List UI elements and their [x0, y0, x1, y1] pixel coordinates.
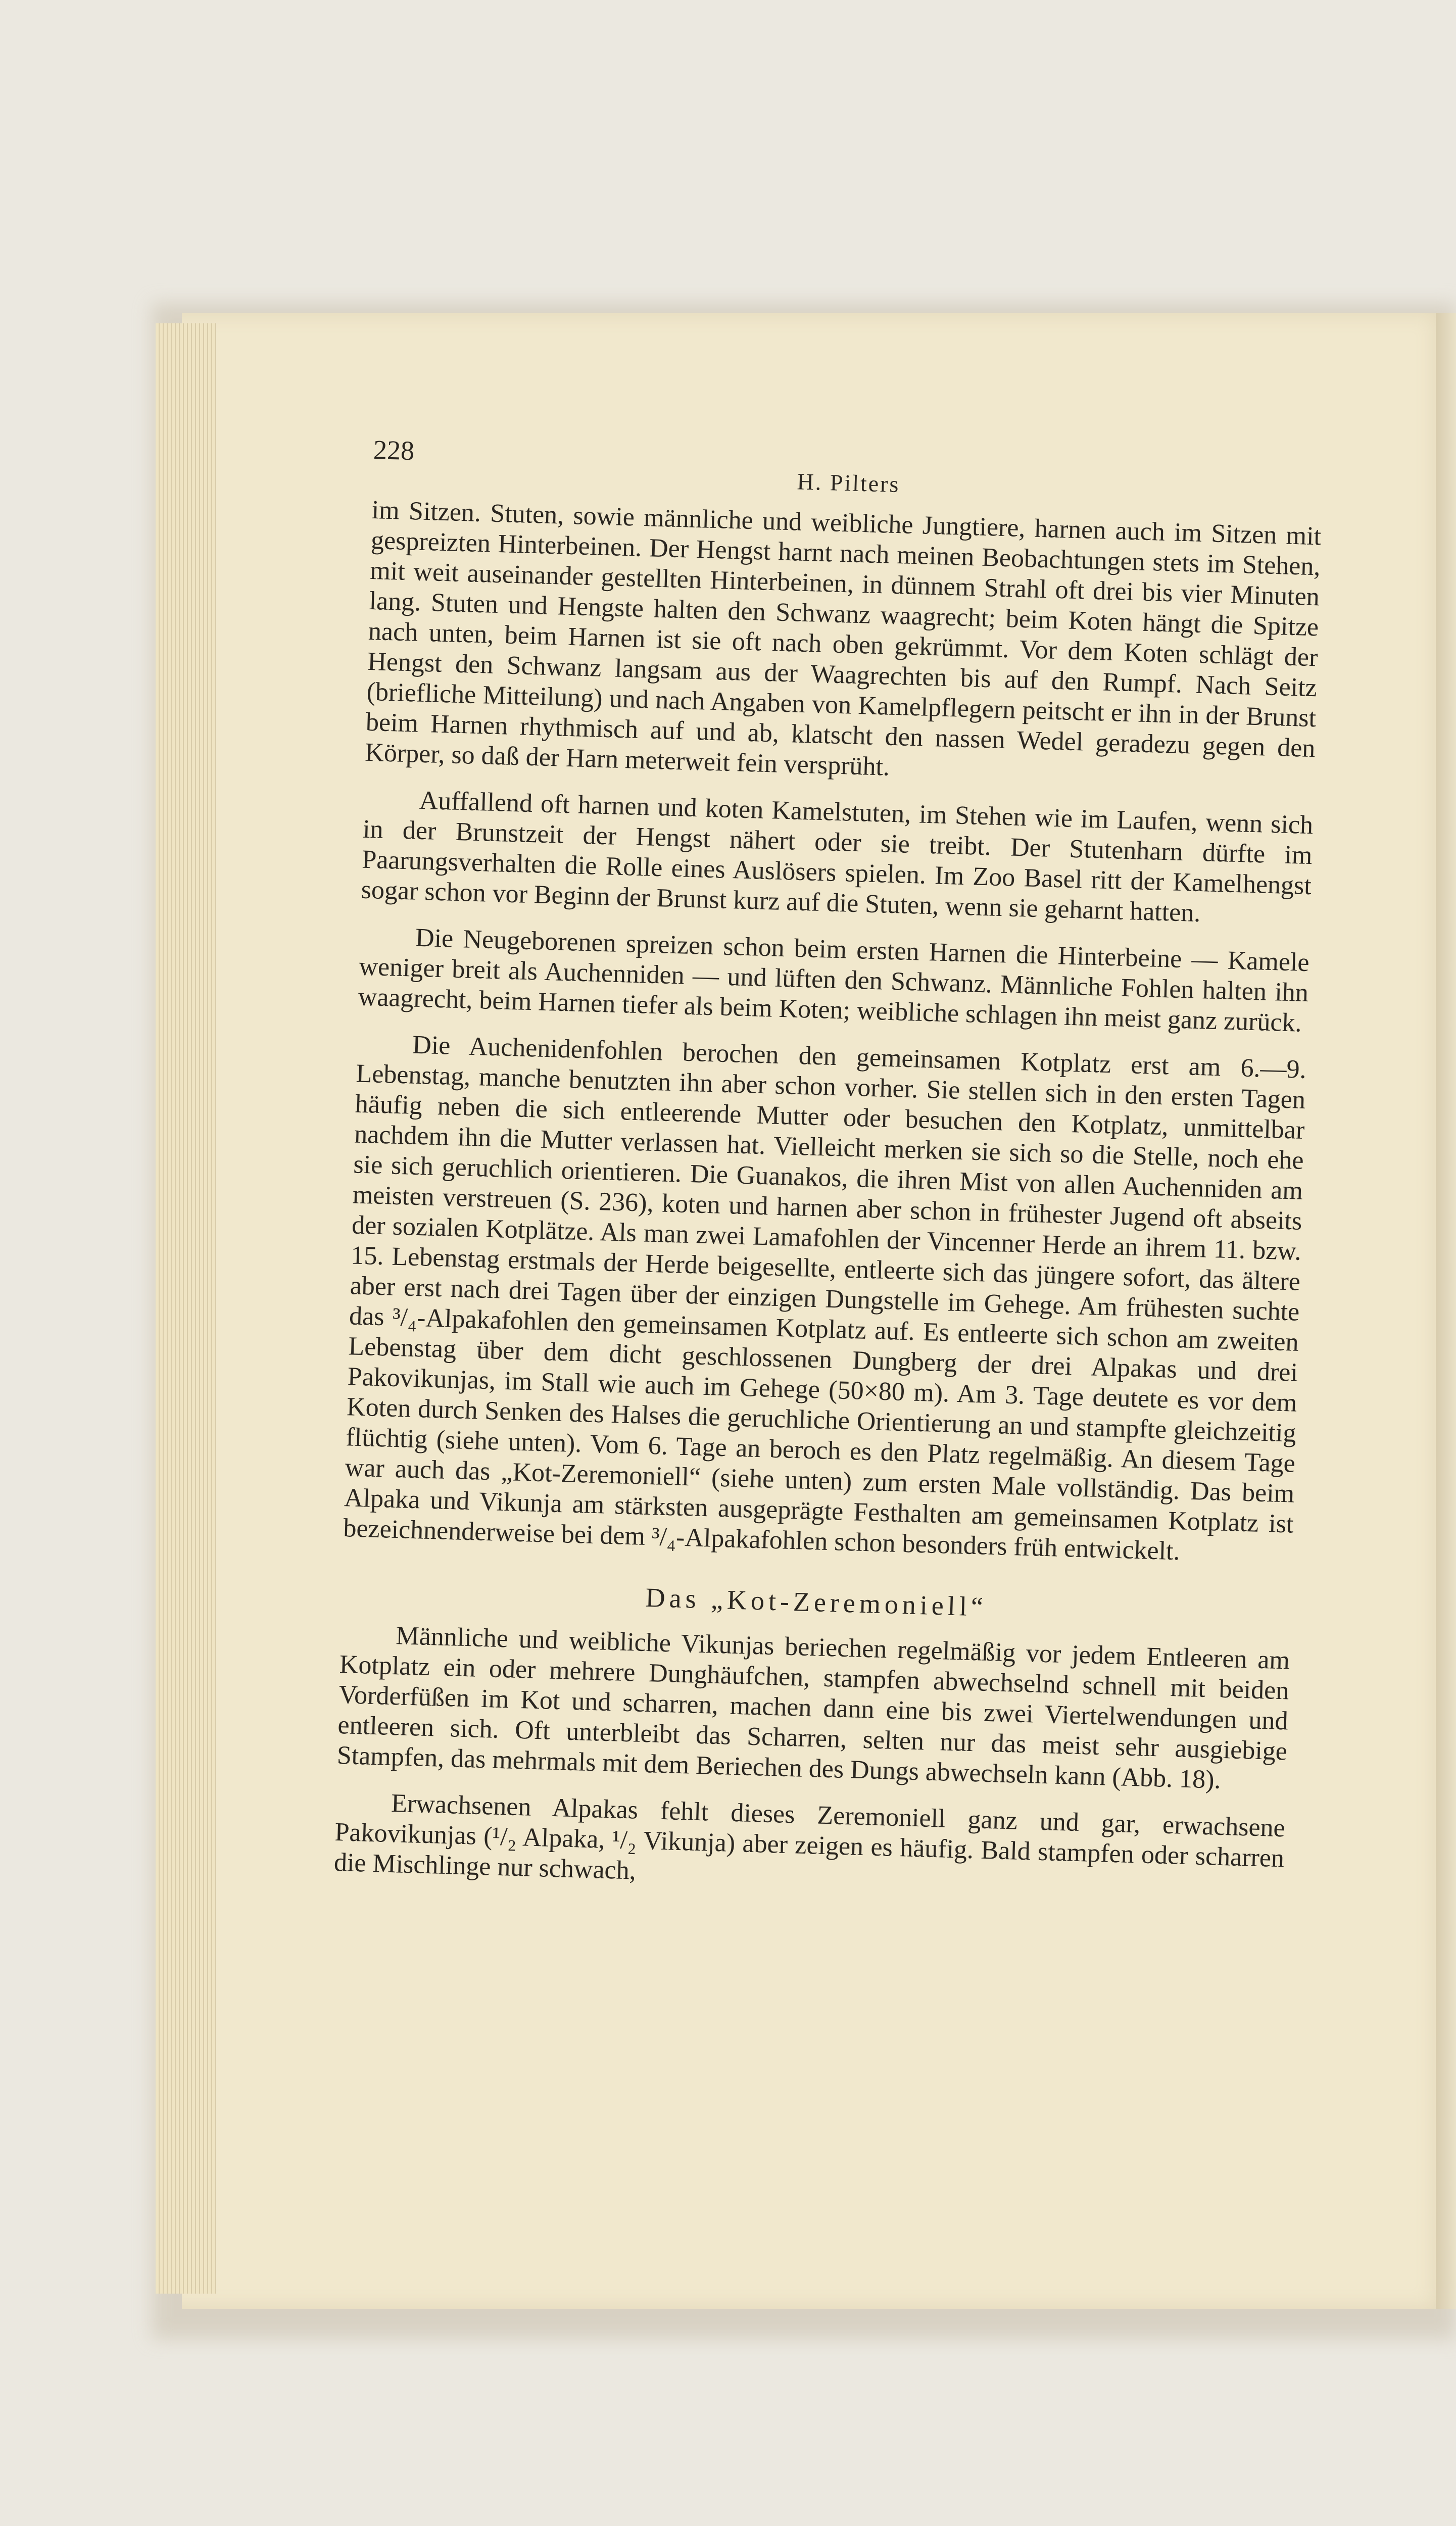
book-gutter — [1436, 313, 1456, 2309]
paragraph: im Sitzen. Stuten, sowie männliche und weibliche Jungtiere, harnen auch im Sitzen mit gespreizten Hinterbeinen. Der Hengst harnt nach meinen Beobachtungen stets im Stehen, mit weit auseinander gestellten Hinterbeinen, in dünnem Strahl oft drei bis vier Minuten lang. Stuten und Hengste halten den Schwanz waagrecht; beim Koten hängt die Spitze nach unten, beim Harnen ist sie oft nach oben gekrümmt. Vor dem Koten schlägt der Hengst den Schwanz langsam aus der Waagrechten bis auf den Rumpf. Nach Seitz (briefliche Mitteilung) und nach Angaben von Kamelpflegern peitscht er ihn in der Brunst beim Harnen rhythmisch auf und ab, klatscht den nassen Wedel geradezu gegen den Körper, so daß der Harn meterweit fein versprüht. — [364, 495, 1322, 782]
running-head: H. Pilters — [797, 468, 901, 498]
paragraph: Männliche und weibliche Vikunjas beriechen regelmäßig vor jedem Entleeren am Kotplatz ein oder mehrere Dunghäufchen, stampfen abwechselnd schnell mit beiden Vorderfüßen im Kot und scharren, machen dann eine bis zwei Viertelwendungen und entleeren sich. Oft unterbleibt das Scharren, selten nur das meist sehr ausgiebige Stampfen, das mehrmals mit dem Beriechen des Dungs abwechseln kann (Abb. 18). — [336, 1621, 1290, 1794]
page-content — [333, 434, 1323, 1920]
paragraph: Die Auchenidenfohlen berochen den gemeinsamen Kotplatz erst am 6.—9. Lebenstag, manche benutzten ihn aber schon vorher. Sie stellen sich in den ersten Tagen häufig neben die sich entleerende Mutter oder besuchen den Kotplatz, unmittelbar nachdem ihn die Mutter verlassen hat. Vielleicht merken sie sich so die Stelle, noch ehe sie sich geruchlich orientieren. Die Guanakos, die ihren Mist von allen Auchenniden am meisten verstreuen (S. 236), koten und harnen aber schon in frühester Jugend oft abseits der sozialen Kotplätze. Als man zwei Lamafohlen der Vincenner Herde an ihrem 11. bzw. 15. Lebenstag erstmals der Herde beigesellte, entleerte sich das jüngere sofort, das ältere aber erst nach drei Tagen über der einzigen Dungstelle im Gehege. Am frühesten suchte das ³/₄-Alpakafohlen den gemeinsamen Kotplatz auf. Es entleerte sich schon am zweiten Lebenstag über dem dicht geschlossenen Dungberg der drei Alpakas und drei Pakovikunjas, im Stall wie auch im Gehege (50×80 m). Am 3. Tage deutete es vor dem Koten durch Senken des Halses die geruchliche Orientierung an und stampfte gleichzeitig flüchtig (siehe unten). Vom 6. Tage an beroch es den Platz regelmäßig. An diesem Tage war auch das „Kot-Zeremoniell“ (siehe unten) zum ersten Male vollständig. Das beim Alpaka und Vikunja am stärksten ausgeprägte Festhalten am gemeinsamen Kotplatz ist bezeichnenderweise bei dem ³/₄-Alpakafohlen schon besonders früh entwickelt. — [343, 1030, 1307, 1566]
paragraph: Die Neugeborenen spreizen schon beim ersten Harnen die Hinterbeine — Kamele weniger breit als Auchenniden — und lüften den Schwanz. Männliche Fohlen halten ihn waagrecht, beim Harnen tiefer als beim Koten; weibliche schlagen ihn meist ganz zurück. — [358, 923, 1310, 1038]
paragraph: Erwachsenen Alpakas fehlt dieses Zeremoniell ganz und gar, erwachsene Pakovikunjas (¹/₂ Alpaka, ¹/₂ Vikunja) aber zeigen es häufig. Bald stampfen oder scharren die Mischlinge nur schwach, — [333, 1789, 1286, 1885]
page-number: 228 — [373, 434, 415, 466]
section-title: Das „Kot-Zeremoniell“ — [645, 1582, 988, 1622]
page-edges — [156, 323, 216, 2294]
paragraph: Auffallend oft harnen und koten Kamelstuten, im Stehen wie im Laufen, wenn sich in der Brunstzeit der Hengst nähert oder sie treibt. Der Stutenharn dürfte im Paarungsverhalten die Rolle eines Auslösers spielen. Im Zoo Basel ritt der Kamelhengst sogar schon vor Beginn der Brunst kurz auf die Stuten, wenn sie geharnt hatten. — [361, 786, 1314, 928]
